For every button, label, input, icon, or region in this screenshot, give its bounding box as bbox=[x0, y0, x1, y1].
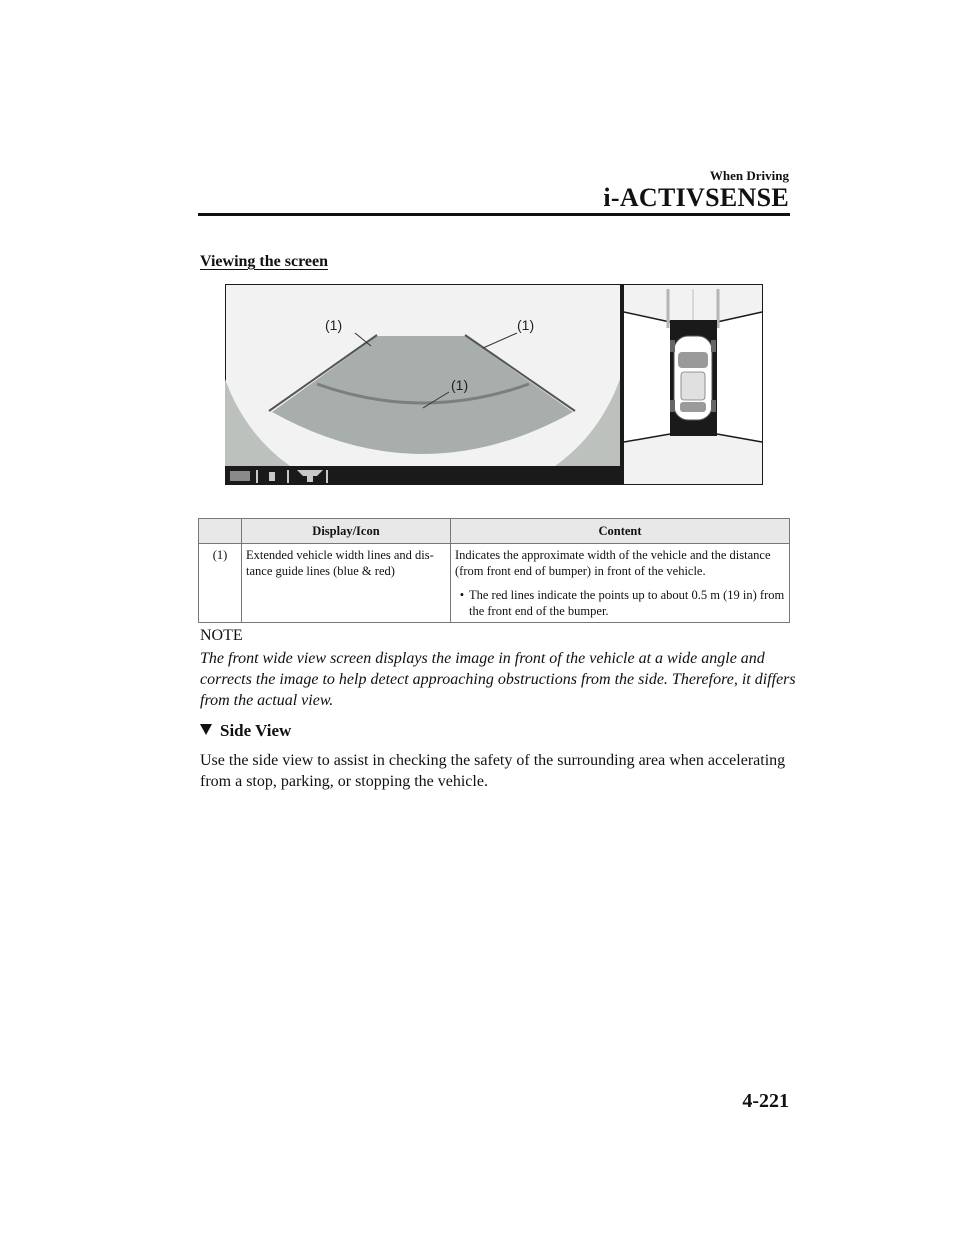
top-view-ground bbox=[624, 312, 670, 442]
callout-1-center: (1) bbox=[451, 377, 469, 393]
display-content-table bbox=[198, 518, 790, 623]
callout-1-right: (1) bbox=[517, 317, 535, 333]
view-divider bbox=[620, 284, 624, 485]
callout-1-left: (1) bbox=[325, 317, 343, 333]
header-num bbox=[199, 519, 242, 544]
header-display-icon: Display/Icon bbox=[242, 519, 451, 544]
chapter-label: When Driving bbox=[709, 168, 789, 183]
row-content-cell bbox=[451, 544, 790, 623]
row-bullet bbox=[455, 587, 785, 619]
row-num: (1) bbox=[199, 544, 242, 623]
viewing-screen-heading: Viewing the screen bbox=[200, 253, 328, 270]
row-display: Extended vehicle width lines and dis-tance guide lines (blue & red) bbox=[242, 544, 451, 623]
camera-screen-figure bbox=[225, 284, 763, 485]
side-view-heading bbox=[200, 721, 291, 741]
header-content: Content bbox=[451, 519, 790, 544]
note-label: NOTE bbox=[200, 627, 243, 644]
header-rule bbox=[198, 213, 790, 216]
bullet-icon: • bbox=[459, 588, 465, 602]
table-row bbox=[199, 544, 790, 623]
page-number: 4-221 bbox=[742, 1090, 789, 1112]
side-view-body: Use the side view to assist in checking the safety of the surrounding area when accelerating from a stop, parking, or stopping the vehicle. bbox=[200, 752, 786, 790]
triangle-down-icon bbox=[200, 724, 212, 735]
row-content: Indicates the approximate width of the vehicle and the distance (from front end of bumper) in front of the vehicle. bbox=[455, 548, 771, 578]
status-bar bbox=[225, 466, 620, 485]
table-header-row bbox=[199, 519, 790, 544]
vehicle-top-icon bbox=[670, 336, 716, 420]
note-text: The front wide view screen displays the image in front of the vehicle at a wide angle and corrects the image to help detect approaching obstructions from the side. Therefore, it differs from the actual view. bbox=[200, 650, 796, 709]
side-view-heading-text: Side View bbox=[220, 721, 292, 740]
section-title: i-ACTIVSENSE bbox=[603, 183, 789, 212]
row-bullet-text: The red lines indicate the points up to about 0.5 m (19 in) from the front end of the bumper. bbox=[469, 588, 785, 618]
